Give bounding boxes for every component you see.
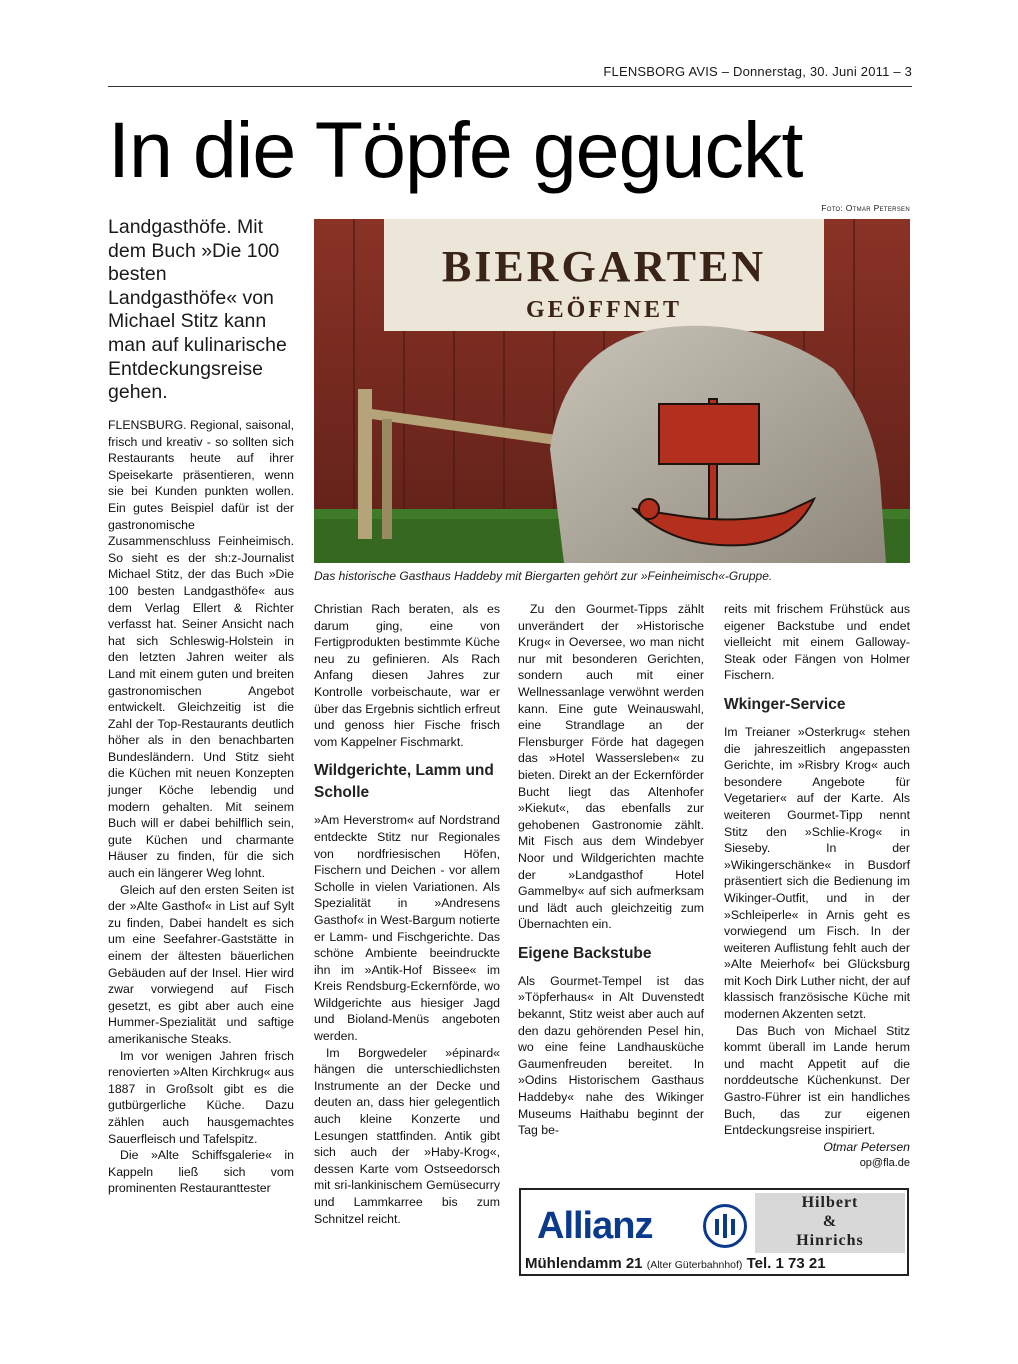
page-header: FLENSBORG AVIS – Donnerstag, 30. Juni 2011 – 3 [603, 64, 912, 79]
article-paragraph: reits mit frischem Frühstück aus eigener Backstube und endet vielleicht mit einem Galloway-Steak oder Fängen von Holmer Fischern. [724, 602, 910, 683]
sign-line1: BIERGARTEN [441, 242, 767, 291]
article-paragraph: Das Buch von Michael Stitz kommt überall im Lande herum und macht Appetit auf die norddeutsche Küchenkunst. Der Gastro-Führer ist ein handliches Buch, das zur eigenen Entdeckungsreise inspiriert. [724, 1023, 910, 1138]
sign-line2: GEÖFFNET [525, 297, 683, 323]
header-rule [108, 86, 912, 87]
ad-brand: Allianz [537, 1205, 653, 1247]
ad-logo-area [525, 1194, 757, 1250]
author-name: Otmar Petersen [823, 1139, 910, 1154]
ad-name2: Hinrichs [796, 1232, 864, 1249]
article-paragraph: Als Gourmet-Tempel ist das »Töpferhaus« in Alt Duvenstedt bekannt, Stitz weist aber auch auf den dazu gehörenden Pesel hin, wo eine feine Landhausküche Gaumenfreuden bereitet. In »Odins Historischem Gasthaus Haddeby« nahe des Wikinger Museums Haithabu beginnt der Tag be- [518, 973, 704, 1138]
article-paragraph: Im vor wenigen Jahren frisch renovierten »Alten Kirchkrug« aus 1887 in Großsolt gibt es die gutbürgerliche Küche. Dazu zählen auch hausgemachtes Sauerfleisch und Tafelspitz. [108, 1048, 294, 1146]
ad-phone: Tel. 1 73 21 [746, 1255, 826, 1272]
article-paragraph: Gleich auf den ersten Seiten ist der »Alte Gasthof« in List auf Sylt zu finden, Dabei handelt es sich um eine Seefahrer-Gaststätte in einem der ältesten bäuerlichen Gebäuden auf der Insel. Hier wird zwar vorwiegend auf Fisch gesetzt, es gibt aber auch eine Hummer-Spezialität und saftige amerikanische Steaks. [108, 882, 294, 1046]
lead-text: Landgasthöfe. Mit dem Buch »Die 100 besten Landgasthöfe« von Michael Stitz kann man auf kulinarische Entdeckungsreise gehen. [108, 216, 287, 404]
ad-address: Mühlendamm 21 [525, 1255, 643, 1272]
ad-agency-names [755, 1193, 905, 1253]
article-paragraph: Im Borgwedeler »épinard« hängen die unterschiedlichsten Instrumente an der Decke und deuten an, dass hier gelegentlich auch kleine Konzerte und Lesungen stattfinden. Antik gibt sich auch der »Haby-Krog«, dessen Karte vom Ostseedorsch mit sri-lankinischem Gemüsecurry und Lammkarree bis zum Schnitzel reicht. [314, 1045, 500, 1226]
photo-caption: Das historische Gasthaus Haddeby mit Biergarten gehört zur »Feinheimisch«-Gruppe. [314, 569, 773, 583]
headline: In die Töpfe geguckt [108, 105, 803, 194]
article-column-4 [724, 601, 910, 1172]
article-paragraph: »Am Heverstrom« auf Nordstrand entdeckte Stitz nur Regionales von nordfriesischen Höfen, Fischern und Deichen - vor allem Scholle in vielen Variationen. Als Spezialität in »Andresens Gasthof« in West-Bargum notierte er Lamm- und Fischgerichte. Das schöne Ambiente beeindruckte ihn im »Antik-Hof Bissee« im Kreis Rendsburg-Eckernförde, wo Wildgerichte aus hiesiger Jagd und Bioland-Menüs angeboten werden. [314, 813, 500, 1044]
ad-contact [525, 1254, 905, 1274]
subheading: Eigene Backstube [518, 944, 652, 962]
article-paragraph: Im Treianer »Osterkrug« stehen die jahreszeitlich angepassten Gerichte, im »Risbry Krog« auch besondere Angebote für Vegetarier« auf der Karte. Als weiteren Gourmet-Tipp nennt Stitz den »Schlie-Krog« in Sieseby. In der »Wikingerschänke« in Busdorf präsentiert sich die Bedienung im Wikinger-Outfit, und in der »Schleiperle« in Arnis geht es vorwiegend um Fisch. In der weiteren Auflistung fehlt auch der »Alte Meierhof« bei Glücksburg mit Koch Dirk Luther nicht, der auf klassisch französische Küche mit modernen Akzenten setzt. [724, 724, 910, 1022]
subheading: Wkinger-Service [724, 695, 846, 713]
article-paragraph: FLENSBURG. Regional, saisonal, frisch und kreativ - so sollten sich Restaurants heute auf ihrer Speisekarte präsentieren, wenn sie bei Kunden punkten wollen. Ein gutes Beispiel dafür ist der gastronomische Zusammenschluss Feinheimisch. So sieht es der sh:z-Journalist Michael Stitz, der das Buch »Die 100 besten Landgasthöfe« aus dem Verlag Ellert & Richter verfasst hat. Seiner Ansicht nach hat sich Schleswig-Holstein in den letzten Jahren weiter als Land mit einem guten und breiten gastronomischen Angebot entwickelt. Gleichzeitig ist die Zahl der Top-Restaurants deutlich höher als in den benachbarten Bundesländern. Und Stitz sieht die Küchen mit neuen Konzepten junger Köche lebendig und modern gehalten. Mit seinem Buch will er dabei behilflich sein, gute Küchen und charmante Häuser zu finden, für die sich auch ein längerer Weg lohnt. [108, 418, 294, 881]
wooden-post [358, 389, 372, 539]
allianz-advertisement[interactable] [519, 1188, 909, 1276]
article-column-2 [314, 601, 500, 1227]
article-paragraph: Zu den Gourmet-Tipps zählt unverändert der »Historische Krug« in Oeversee, wo man nicht nur mit besonderen Gerichten, sondern auch mit einer Wellnessanlage verwöhnt werden kann. Eine gute Weinauswahl, eine Strandlage an der Flensburger Förde hat dagegen das »Hotel Wassersleben« zu bieten. Direkt an der Eckernförder Bucht liegt das Altenhofer »Kiekut«, das ebenfalls zur gehobenen Gastronomie zählt. Mit Fisch aus dem Windebyer Noor und Wildgerichten machte der »Landgasthof Hotel Gammelby« auf sich aufmerksam und lädt auch gleichzeitig zum Übernachten ein. [518, 602, 704, 932]
author-email: op@fla.de [859, 1157, 910, 1170]
article-column-1 [108, 417, 294, 1197]
lead-paragraph [108, 216, 298, 405]
biergarten-photo-illustration [314, 219, 910, 563]
ad-address-note: (Alter Güterbahnhof) [646, 1259, 743, 1271]
ad-amp: & [822, 1213, 838, 1230]
photo-credit: Foto: Otmar Petersen [821, 203, 910, 213]
ad-name1: Hilbert [801, 1194, 859, 1211]
allianz-emblem-icon [703, 1204, 747, 1248]
subheading: Wildgerichte, Lamm und Scholle [314, 762, 494, 802]
article-column-3 [518, 601, 704, 1139]
article-paragraph: Die »Alte Schiffsgalerie« in Kappeln ließ sich vom prominenten Restauranttester [108, 1148, 294, 1196]
article-paragraph: Christian Rach beraten, als es darum ging, eine von Fertigprodukten bestimmte Küche neu zu gefinieren. Als Rach Anfang diesen Jahres zur Kontrolle vorbeischaute, war er über das Ergebnis sichtlich erfreut und genoss hier Fische frisch vom Kappelner Fischmarkt. [314, 602, 500, 749]
article-photo [314, 219, 910, 563]
